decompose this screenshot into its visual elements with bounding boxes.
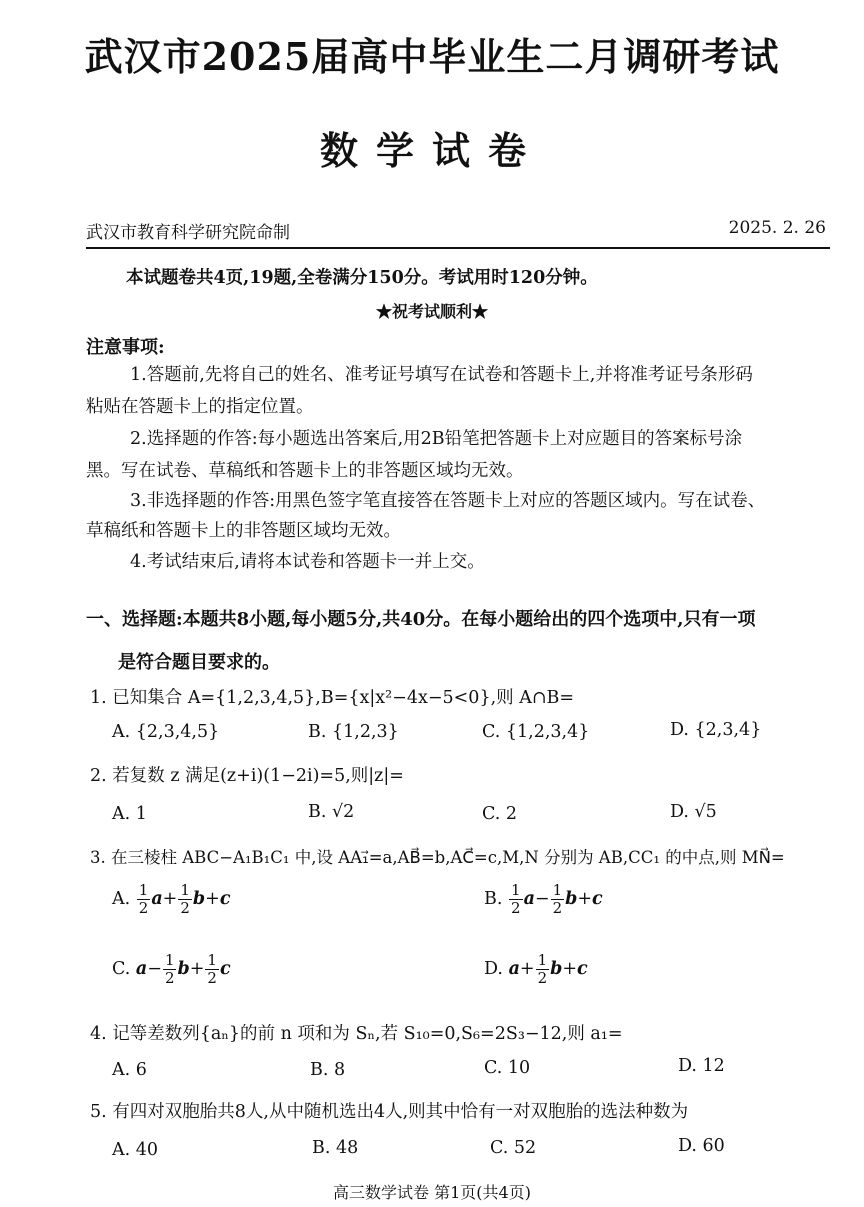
question-2-option-c: C. 2: [482, 804, 518, 824]
question-2-option-a: A. 1: [112, 804, 147, 824]
question-4-option-c: C. 10: [484, 1058, 531, 1078]
question-4-option-a: A. 6: [112, 1060, 147, 1080]
question-4-option-d: D. 12: [678, 1056, 725, 1076]
fraction-half: $\frac{1}{2}$: [537, 951, 548, 987]
fraction-half: $\frac{1}{2}$: [180, 881, 190, 917]
page-footer: 高三数学试卷 第1页(共4页): [333, 1183, 531, 1202]
fraction-half: $\frac{1}{2}$: [207, 951, 217, 987]
exam-title: 武汉市2025届高中毕业生二月调研考试: [84, 34, 780, 79]
notes-heading: 注意事项:: [86, 337, 165, 358]
question-1-option-b: B. {1,2,3}: [308, 722, 399, 742]
question-2-option-d: D. √5: [670, 802, 717, 822]
note-3-line-2: 草稿纸和答题卡上的非答题区域均无效。: [86, 521, 401, 541]
question-3-option-d: D. a+ $\frac{1}{2}$ b+c: [484, 951, 588, 987]
question-5-option-b: B. 48: [312, 1138, 359, 1158]
question-5-option-d: D. 60: [678, 1136, 725, 1156]
question-3-option-a: A. $\frac{1}{2}$ a+ $\frac{1}{2}$ b+c: [112, 881, 231, 917]
note-1-line-1: 1.答题前,先将自己的姓名、准考证号填写在试卷和答题卡上,并将准考证号条形码: [130, 365, 753, 385]
question-4-stem: 4. 记等差数列{aₙ}的前 n 项和为 Sₙ,若 S₁₀=0,S₆=2S₃−12,则 a₁=: [90, 1024, 623, 1044]
note-2-line-1: 2.选择题的作答:每小题选出答案后,用2B铅笔把答题卡上对应题目的答案标号涂: [130, 429, 743, 449]
question-1-stem: 1. 已知集合 A={1,2,3,4,5},B={x|x²−4x−5<0},则 A∩B=: [90, 688, 575, 708]
question-3-stem: 3. 在三棱柱 ABC−A₁B₁C₁ 中,设 AA₁⃗=a,AB⃗=b,AC⃗=c,M,N 分别为 AB,CC₁ 的中点,则 MN⃗=: [90, 848, 785, 867]
fraction-half: $\frac{1}{2}$: [164, 951, 175, 987]
question-5-option-a: A. 40: [112, 1140, 159, 1160]
question-1-option-d: D. {2,3,4}: [670, 720, 762, 740]
note-4: 4.考试结束后,请将本试卷和答题卡一并上交。: [130, 552, 485, 572]
good-luck-wish: ★祝考试顺利★: [375, 302, 488, 321]
note-2-line-2: 黑。写在试卷、草稿纸和答题卡上的非答题区域均无效。: [86, 461, 524, 481]
question-1-option-c: C. {1,2,3,4}: [482, 722, 590, 742]
question-3-option-c: C. a− $\frac{1}{2}$ b+ $\frac{1}{2}$ c: [112, 951, 231, 987]
question-3-option-b: B. $\frac{1}{2}$ a− $\frac{1}{2}$ b+c: [484, 881, 603, 917]
note-1-line-2: 粘贴在答题卡上的指定位置。: [86, 397, 314, 417]
fraction-half: $\frac{1}{2}$: [552, 881, 563, 917]
section-1-heading-line-2: 是符合题目要求的。: [118, 652, 280, 673]
question-5-stem: 5. 有四对双胞胎共8人,从中随机选出4人,则其中恰有一对双胞胎的选法种数为: [90, 1102, 689, 1122]
section-1-heading-line-1: 一、选择题:本题共8小题,每小题5分,共40分。在每小题给出的四个选项中,只有一项: [86, 609, 756, 630]
exam-summary: 本试题卷共4页,19题,全卷满分150分。考试用时120分钟。: [126, 268, 598, 288]
header-divider: [86, 247, 830, 249]
fraction-half: $\frac{1}{2}$: [138, 881, 149, 917]
question-4-option-b: B. 8: [310, 1060, 346, 1080]
fraction-half: $\frac{1}{2}$: [511, 881, 521, 917]
question-2-option-b: B. √2: [308, 802, 355, 822]
question-5-option-c: C. 52: [490, 1138, 537, 1158]
exam-date: 2025. 2. 26: [728, 218, 826, 238]
note-3-line-1: 3.非选择题的作答:用黑色签字笔直接答在答题卡上对应的答题区域内。写在试卷、: [130, 491, 766, 511]
question-2-stem: 2. 若复数 z 满足(z+i)(1−2i)=5,则|z|=: [90, 766, 404, 786]
issuer: 武汉市教育科学研究院命制: [86, 223, 290, 243]
question-1-option-a: A. {2,3,4,5}: [112, 722, 220, 742]
exam-subtitle: 数学试卷: [319, 128, 544, 173]
